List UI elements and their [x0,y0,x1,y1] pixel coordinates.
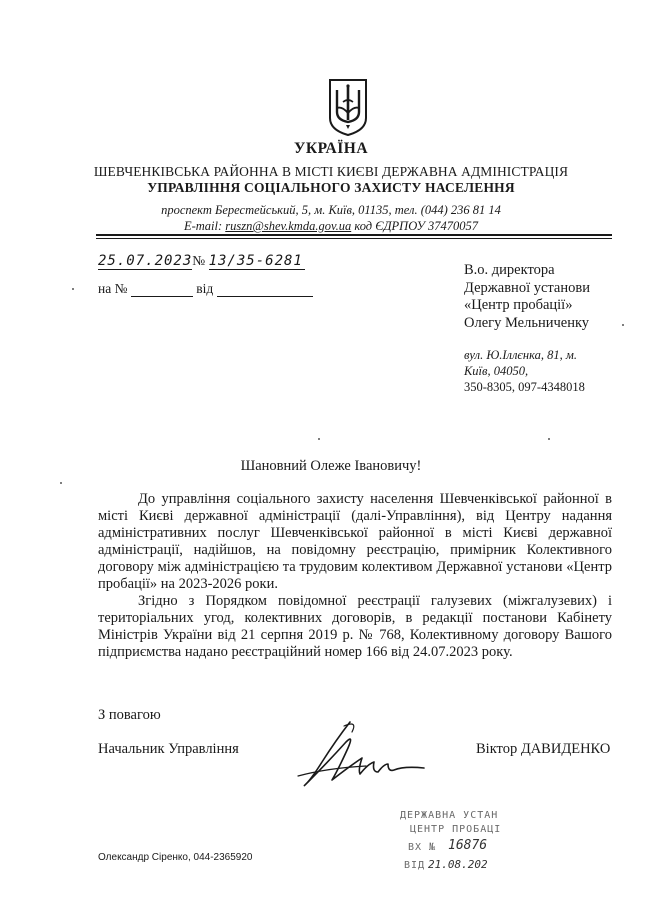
stamp-number: 16876 [448,838,488,853]
letter-body [98,491,612,661]
outgoing-registration [98,253,305,270]
edrpou-code: код ЄДРПОУ 37470057 [354,219,479,233]
executor-contact: Олександр Сіренко, 044-2365920 [98,852,253,863]
body-paragraph: Згідно з Порядком повідомної реєстрації галузевих (міжгалузевих) і територіальних угод, колективних договорів, в редакції постанови Кабінету Міністрів України від 21 серпня 2019 р. № 768, Колективному договору Вашого підприємства надано реєстраційний номер 166 від 24.07.2023 року. [98,593,612,660]
scan-speck [60,482,62,484]
stamp-org-line: ДЕРЖАВНА УСТАН [400,810,499,821]
trident-coat-of-arms-icon [328,78,368,136]
letter-greeting: Шановний Олеже Івановичу! [240,458,422,474]
registration-no-label: № [192,253,206,268]
registration-date: 25.07.2023 [98,253,193,269]
scan-speck [548,438,550,440]
stamp-number-label: ВХ № [408,842,437,853]
stamp-date: 21.08.202 [428,858,488,871]
department-name: УПРАВЛІННЯ СОЦІАЛЬНОГО ЗАХИСТУ НАСЕЛЕННЯ [147,180,515,195]
recipient-address [464,347,585,395]
body-paragraph: До управління соціального захисту населення Шевченківської районної в місті Києві державної адміністрації (далі-Управління), від Центру надання адміністративних послуг Шевченківської районної в місті Києві державної адміністрації, надійшов, на повідомну реєстрацію, примірник Колективного договору між адміністрацією та трудовим колективом Державної установи «Центр пробації» на 2023-2026 роки. [98,491,612,592]
recipient-line: В.о. директора [464,262,555,278]
header-divider-thin [96,238,612,239]
header-contacts [0,219,662,234]
recipient-line: Державної установи [464,279,590,296]
reply-registration [98,280,313,297]
stamp-date-label: ВІД [404,860,426,871]
registration-number: 13/35-6281 [208,253,303,269]
incoming-stamp [398,808,508,880]
recipient-city: Київ, 04050, [464,364,529,378]
recipient-phones: 350-8305, 097-4348018 [464,380,585,394]
handwritten-signature-icon [288,718,428,790]
reply-no-label: на № [98,281,128,296]
email-link[interactable]: ruszn@shev.kmda.gov.ua [225,219,352,233]
signer-position: Начальник Управління [98,741,239,757]
recipient-street: вул. Ю.Іллєнка, 81, м. [464,348,577,362]
closing-regards: З повагою [98,707,161,723]
scan-speck [318,438,320,440]
recipient-block [464,262,590,332]
signer-name: Віктор ДАВИДЕНКО [476,741,611,757]
email-label: E-mail: [183,219,223,233]
reply-from-label: від [196,281,214,296]
scan-speck [622,324,624,326]
reply-number-blank [131,280,193,297]
recipient-line: Олегу Мельниченку [464,314,590,331]
country-title: УКРАЇНА [293,140,369,157]
header-divider [96,234,612,236]
reply-date-blank [217,280,313,297]
scan-speck [72,288,74,290]
stamp-org-line-2: ЦЕНТР ПРОБАЦІ [410,824,502,835]
administration-name: ШЕВЧЕНКІВСЬКА РАЙОННА В МІСТІ КИЄВІ ДЕРЖАВНА АДМІНІСТРАЦІЯ [93,164,569,179]
recipient-line: «Центр пробації» [464,297,573,313]
header-address: проспект Берестейський, 5, м. Київ, 01135, тел. (044) 236 81 14 [161,203,501,217]
